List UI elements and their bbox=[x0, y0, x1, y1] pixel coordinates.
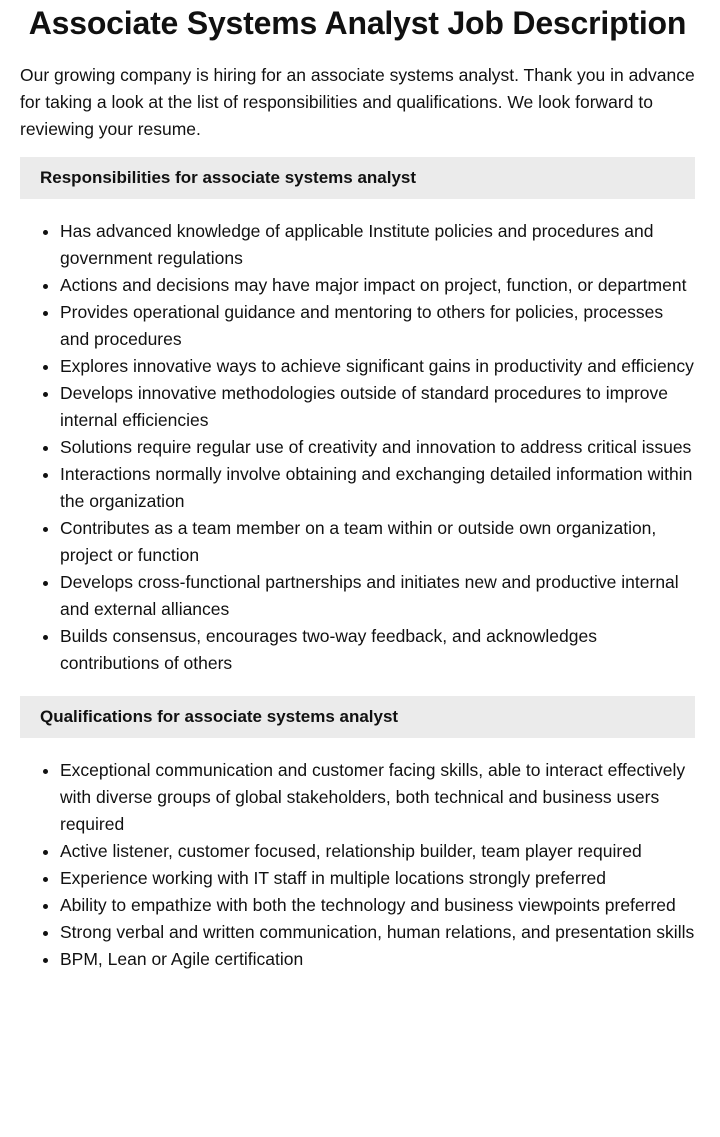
qualifications-list bbox=[20, 757, 695, 973]
responsibilities-list bbox=[20, 218, 695, 677]
list-item: • Actions and decisions may have major impact on project, function, or department bbox=[60, 272, 695, 299]
responsibilities-heading: Responsibilities for associate systems analyst bbox=[20, 157, 695, 199]
intro-text: Our growing company is hiring for an associate systems analyst. Thank you in advance for taking a look at the list of responsibilities and qualifications. We look forward to reviewing your resume. bbox=[20, 65, 695, 139]
list-item: • Contributes as a team member on a team within or outside own organization, project or function bbox=[60, 515, 695, 569]
list-item: • Develops innovative methodologies outside of standard procedures to improve internal efficiencies bbox=[60, 380, 695, 434]
list-item: • Solutions require regular use of creativity and innovation to address critical issues bbox=[60, 434, 695, 461]
list-item: • Strong verbal and written communication, human relations, and presentation skills bbox=[60, 919, 695, 946]
list-item: • Develops cross-functional partnerships and initiates new and productive internal and external alliances bbox=[60, 569, 695, 623]
list-item: • Builds consensus, encourages two-way feedback, and acknowledges contributions of others bbox=[60, 623, 695, 677]
list-item: • BPM, Lean or Agile certification bbox=[60, 946, 695, 973]
qualifications-heading: Qualifications for associate systems analyst bbox=[20, 696, 695, 738]
list-item: • Ability to empathize with both the technology and business viewpoints preferred bbox=[60, 892, 695, 919]
list-item: • Has advanced knowledge of applicable Institute policies and procedures and government regulations bbox=[60, 218, 695, 272]
list-item: • Explores innovative ways to achieve significant gains in productivity and efficiency bbox=[60, 353, 695, 380]
page-title: Associate Systems Analyst Job Description bbox=[28, 5, 687, 41]
list-item: • Active listener, customer focused, relationship builder, team player required bbox=[60, 838, 695, 865]
list-item: • Provides operational guidance and mentoring to others for policies, processes and procedures bbox=[60, 299, 695, 353]
list-item: • Experience working with IT staff in multiple locations strongly preferred bbox=[60, 865, 695, 892]
list-item: • Exceptional communication and customer facing skills, able to interact effectively with diverse groups of global stakeholders, both technical and business users required bbox=[60, 757, 695, 838]
list-item: • Interactions normally involve obtaining and exchanging detailed information within the organization bbox=[60, 461, 695, 515]
